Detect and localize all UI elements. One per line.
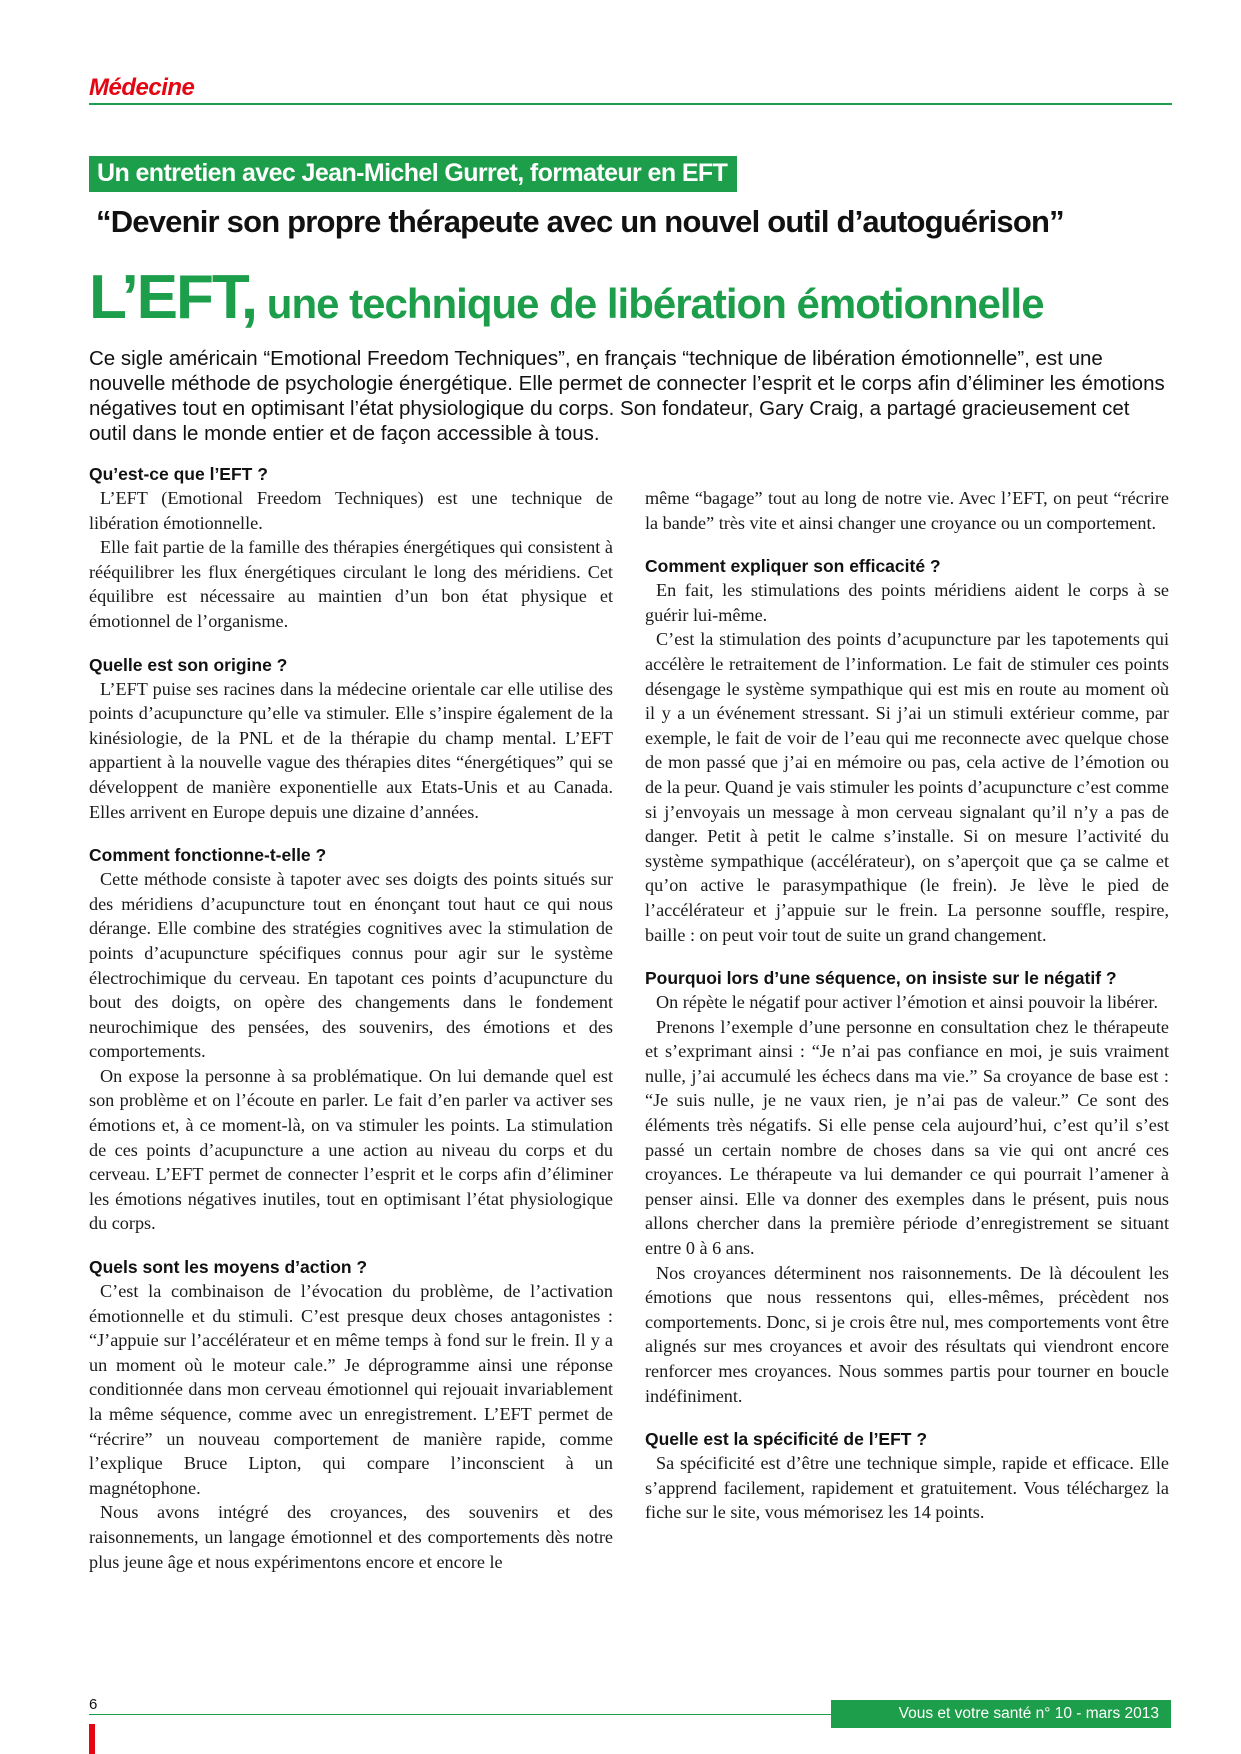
footer-rule <box>89 1714 831 1715</box>
paragraph: En fait, les stimulations des points méridiens aident le corps à se guérir lui-même. <box>645 580 1169 625</box>
right-column <box>645 486 1169 1525</box>
intro-paragraph <box>89 346 1169 446</box>
article-title <box>89 262 1044 333</box>
paragraph: L’EFT (Emotional Freedom Techniques) est une technique de libération émotionnelle. <box>89 488 613 533</box>
section-heading: Comment fonctionne-t-elle ? <box>89 845 327 866</box>
section-heading: Quelle est la spécificité de l’EFT ? <box>645 1429 928 1450</box>
page-number: 6 <box>89 1696 98 1713</box>
paragraph: C’est la combinaison de l’évocation du problème, de l’activation émotionnelle et du stimuli. C’est presque deux choses antagonistes : “J’appuie sur l’accélérateur et en même temps à fond sur le frein. Il y a un moment où le moteur cale.” Je déprogramme ainsi une réponse conditionnée dans mon cerveau émotionnel qui rejouait invariablement la même séquence, comme avec un enregistrement. L’EFT permet de “récrire” un nouveau comportement de manière rapide, comme l’explique Bruce Lipton, qui compare l’inconscient à un magnétophone. <box>89 1281 613 1498</box>
paragraph: Nous avons intégré des croyances, des souvenirs et des raisonnements, un langage émotionnel et des comportements dès notre plus jeune âge et nous expérimentons encore et encore le <box>89 1502 613 1572</box>
section-specificity <box>645 1427 1169 1525</box>
title-rest: une technique de libération émotionnelle <box>256 280 1044 327</box>
paragraph: On répète le négatif pour activer l’émotion et ainsi pouvoir la libérer. <box>656 992 1158 1013</box>
interview-banner: Un entretien avec Jean-Michel Gurret, formateur en EFT <box>89 156 737 192</box>
left-column <box>89 462 613 1574</box>
paragraph: C’est la stimulation des points d’acupuncture par les tapotements qui accélère le retraitement de l’information. Le fait de stimuler ces points désengage le système sympathique qui est mis en route au moment où il y a un événement stressant. Si j’ai un stimuli extérieur comme, par exemple, le fait de voir de l’eau qui me reconnecte avec quelque chose de mon passé que j’ai en mémoire ou pas, cela active de l’émotion ou de la peur. Quand je vais stimuler les points d’acupuncture c’est comme si j’envoyais un message à mon cerveau signalant qu’il n’y a pas de danger. Petit à petit le calme s’installe. Si on mesure l’activité du système sympathique (accélérateur), on s’aperçoit que ça se calme et qu’on active le parasympathique (le frein). Je lève le pied de l’accélérateur et j’appuie sur le frein. La personne souffle, respire, baille : on peut voir tout de suite un grand changement. <box>645 629 1169 945</box>
paragraph: Sa spécificité est d’être une technique simple, rapide et efficace. Elle s’apprend facilement, rapidement et gratuitement. Vous téléchargez la fiche sur le site, vous mémorisez les 14 points. <box>645 1453 1169 1523</box>
paragraph-continued: même “bagage” tout au long de notre vie. Avec l’EFT, on peut “récrire la bande” très vite et ainsi changer une croyance ou un comportement. <box>645 488 1169 533</box>
section-heading: Quels sont les moyens d’action ? <box>89 1257 368 1278</box>
section-what-is-eft <box>89 462 613 634</box>
journal-label: Vous et votre santé n° 10 - mars 2013 <box>898 1705 1159 1722</box>
paragraph: Prenons l’exemple d’une personne en consultation chez le thérapeute et s’exprimant ainsi : “Je n’ai pas confiance en moi, je suis vraiment nulle, j’ai accumulé les échecs dans ma vie.” Sa croyance de base est : “Je suis nulle, je ne vaux rien, je n’ai pas de valeur.” Ce sont des éléments très négatifs. Si elle pense cela aujourd’hui, c’est qu’il s’est passé un certain nombre de choses dans sa vie qui ont ancré ces croyances. Le thérapeute va lui demander ce qui pourrait l’amener à penser ainsi. Elle va donner des exemples dans le présent, puis nous allons chercher dans la première période d’enregistrement se situant entre 0 à 6 ans. <box>645 1016 1169 1259</box>
header-rule <box>89 103 1172 105</box>
paragraph: Cette méthode consiste à tapoter avec ses doigts des points situés sur des méridiens d’acupuncture tout en énonçant tout haut ce qui nous dérange. Elle combine des stratégies cognitives avec la stimulation de points d’acupuncture spécifiques connus pour agir sur le système électrochimique du cerveau. En tapotant ces points d’acupuncture du bout des doigts, on opère des changements dans le fondement neurochimique des pensées, des souvenirs, des émotions et des comportements. <box>89 869 613 1062</box>
section-how-it-works <box>89 843 613 1236</box>
section-heading: Pourquoi lors d’une séquence, on insiste sur le négatif ? <box>645 968 1117 989</box>
section-efficacy <box>645 554 1169 947</box>
intro-text: Ce sigle américain “Emotional Freedom Techniques”, en français “technique de libération émotionnelle”, est une nouvelle méthode de psychologie énergétique. Elle permet de connecter l’esprit et le corps afin d’éliminer les émotions négatives tout en optimisant l’état physiologique du corps. Son fondateur, Gary Craig, a partagé gracieusement cet outil dans le monde entier et de façon accessible à tous. <box>89 347 1165 445</box>
paragraph: On expose la personne à sa problématique. On lui demande quel est son problème et on l’écoute en parler. Le fait d’en parler va activer ses émotions et, à ce moment-là, on va stimuler les points. La stimulation de ces points d’acupuncture a une action au niveau du corps et du cerveau. L’EFT permet de connecter l’esprit et le corps afin d’éliminer les émotions négatives inutiles, tout en optimisant l’état physiologique du corps. <box>89 1065 613 1234</box>
section-means-of-action <box>89 1255 613 1574</box>
section-label: Médecine <box>89 74 195 101</box>
section-heading: Qu’est-ce que l’EFT ? <box>89 464 268 484</box>
section-origin <box>89 653 613 825</box>
section-negative <box>645 966 1169 1408</box>
article-subtitle: “Devenir son propre thérapeute avec un nouvel outil d’autoguérison” <box>96 204 1064 239</box>
footer-red-bar <box>89 1724 95 1754</box>
section-heading: Quelle est son origine ? <box>89 654 288 675</box>
title-acronym: L’EFT, <box>89 263 257 332</box>
paragraph: Elle fait partie de la famille des thérapies énergétiques qui consistent à rééquilibrer les flux énergétiques circulant le long des méridiens. Cet équilibre est nécessaire au maintien d’un bon état physique et émotionnel de l’organisme. <box>89 537 613 631</box>
section-heading: Comment expliquer son efficacité ? <box>645 556 941 577</box>
paragraph: Nos croyances déterminent nos raisonnements. De là découlent les émotions que nous ressentons qui, elles-mêmes, précèdent nos comportements. Donc, si je crois être nul, mes comportements vont être alignés sur mes croyances et avoir des résultats qui viendront encore renforcer mes croyances. Nous sommes partis pour tourner en boucle indéfiniment. <box>645 1262 1169 1406</box>
paragraph: L’EFT puise ses racines dans la médecine orientale car elle utilise des points d’acupuncture qu’elle va stimuler. Elle s’inspire également de la kinésiologie, de la PNL et de la thérapie du champ mental. L’EFT appartient à la nouvelle vague des thérapies dites “énergétiques” qui se développent de manière exponentielle aux Etats-Unis et au Canada. Elles arrivent en Europe depuis une dizaine d’années. <box>89 678 613 822</box>
journal-footer <box>831 1700 1171 1728</box>
